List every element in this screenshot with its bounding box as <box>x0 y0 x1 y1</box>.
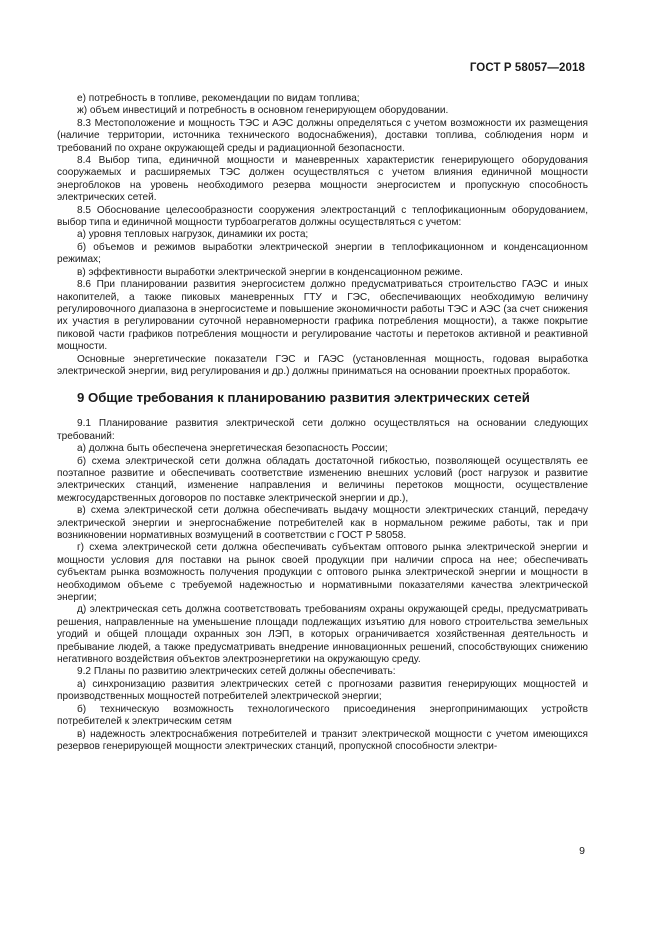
document-body <box>57 93 588 753</box>
document-code: ГОСТ Р 58057—2018 <box>469 62 585 74</box>
paragraph: в) надежность электроснабжения потребителей и транзит электрической мощности с учетом имеющихся резервов генерирующей мощности электрических станций, пропускной способности электри- <box>57 728 588 752</box>
paragraph: 9.1 Планирование развития электрической сети должно осуществляться на основании следующих требований: <box>57 418 588 442</box>
paragraph: а) уровня тепловых нагрузок, динамики их роста; <box>77 229 309 241</box>
page-number: 9 <box>579 845 585 857</box>
paragraph: 9.2 Планы по развитию электрических сетей должны обеспечивать: <box>77 666 396 678</box>
paragraph: б) схема электрической сети должна обладать достаточной гибкостью, позволяющей осуществлять ее поэтапное развитие и обеспечивать соответствие изменению внешних условий (рост нагрузок и развитие электрических станций, изменение направления и величины перетоков мощности, осуществление межгосударственных договоров по поставке электрической энергии и др.), <box>57 455 588 504</box>
paragraph: б) техническую возможность технологического присоединения энергопринимающих устройств потребителей к электрическим сетям <box>57 703 588 728</box>
paragraph: а) должна быть обеспечена энергетическая безопасность России; <box>77 443 388 455</box>
paragraph: д) электрическая сеть должна соответствовать требованиям охраны окружающей среды, предусматривать решения, направленные на уменьшение площади подлежащих изъятию для нового строительства земельных угодий и общей площади охранных зон ЛЭП, в которых ограничивается хозяйственная деятельность и пребывание людей, а также предусматривать внедрение инновационных решений, способствующих снижению негативного воздействия объектов электроэнергетики на окружающую среду. <box>57 604 588 666</box>
paragraph: ж) объем инвестиций и потребность в основном генерирующем оборудовании. <box>77 105 449 117</box>
paragraph: 8.3 Местоположение и мощность ТЭС и АЭС должны определяться с учетом возможности их размещения (наличие территории, источника технического водоснабжения), доставки топлива, соблюдения норм и требований по охране окружающей среды и радиационной безопасности. <box>57 117 588 154</box>
paragraph: г) схема электрической сети должна обеспечивать субъектам оптового рынка электрической энергии и мощности условия для поставки на рынок своей продукции при наличии спроса на нее; обеспечивать субъектам рынка возможность получения продукции с оптового рынка электрической энергии и мощности в необходимом объеме с требуемой надежностью и нормативными показателями качества электрической энергии; <box>57 542 588 604</box>
paragraph: а) синхронизацию развития электрических сетей с прогнозами развития генерирующих мощностей и производственных мощностей потребителей электрической энергии; <box>57 678 588 703</box>
paragraph: б) объемов и режимов выработки электрической энергии в теплофикационном и конденсационном режимах; <box>57 241 588 266</box>
paragraph: 8.6 При планировании развития энергосистем должно предусматриваться строительство ГАЭС и иных накопителей, а также пиковых маневренных ГТУ и ГЭС, обеспечивающих необходимую величину регулировочного диапазона в энергосистеме и повышение экономичности работы ТЭС и АЭС (за счет снижения их участия в регулировании суточной неравномерности графика потребления мощности), а также покрытие пиковой части графиков потребления мощности и регулирование частоты и перетоков активной и реактивной мощности. <box>57 279 588 353</box>
section-heading: 9 Общие требования к планированию развития электрических сетей <box>77 390 530 406</box>
paragraph: Основные энергетические показатели ГЭС и ГАЭС (установленная мощность, годовая выработка электрической энергии, вид регулирования и др.) должны приниматься на основании проектных проработок. <box>57 353 588 377</box>
paragraph: 8.5 Обоснование целесообразности сооружения электростанций с теплофикационным оборудованием, выбор типа и единичной мощности турбоагрегатов должны осуществляться с учетом: <box>57 204 588 229</box>
paragraph: в) схема электрической сети должна обеспечивать выдачу мощности электрических станций, передачу электрической энергии и энергоснабжение потребителей как в нормальном режиме работы, так и при возникновении нормативных возмущений в соответствии с ГОСТ Р 58058. <box>57 505 588 541</box>
paragraph: 8.4 Выбор типа, единичной мощности и маневренных характеристик генерирующего оборудования сооружаемых и расширяемых ТЭС должен осуществляться с учетом влияния единичной мощности энергоблоков на уровень необходимого резерва мощности энергосистем и пропускную способность электрических сетей. <box>57 155 588 204</box>
paragraph: е) потребность в топливе, рекомендации по видам топлива; <box>77 93 360 104</box>
paragraph: в) эффективности выработки электрической энергии в конденсационном режиме. <box>77 266 463 278</box>
